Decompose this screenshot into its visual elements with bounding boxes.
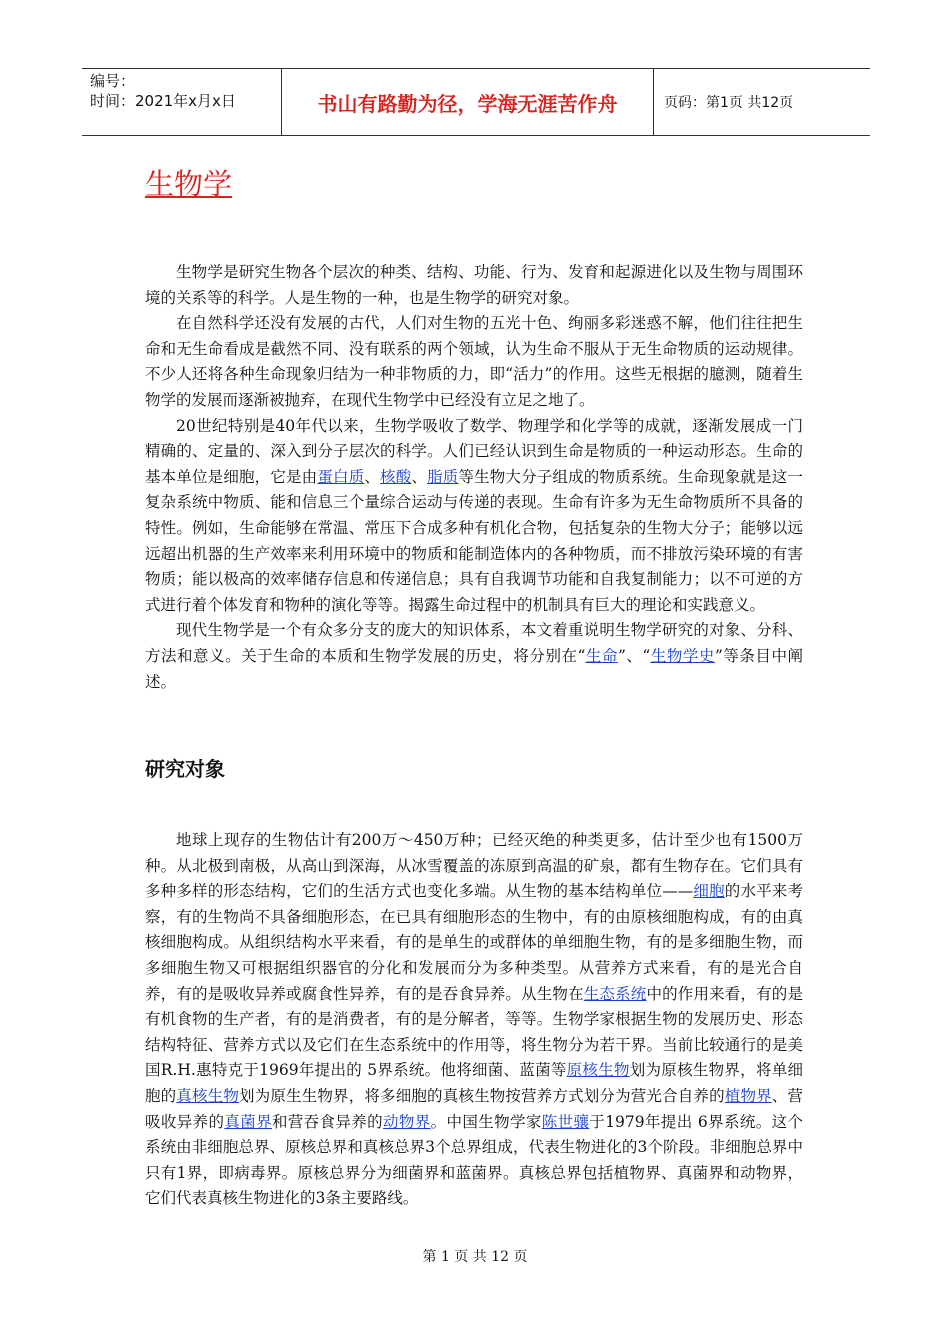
text-run: 地球上现存的生物估计有200万～450万种；已经灭绝的种类更多，估计至少也有1500万种。从北极到南极，从高山到深海，从冰雪覆盖的冻原到高温的矿泉，都有生物存在。它们具有多种多样的形态结构，它们的生活方式也变化多端。从生物的基本结构单位——	[145, 831, 803, 901]
intro-section	[145, 260, 803, 695]
header-motto: 书山有路勤为径，学海无涯苦作舟	[282, 69, 654, 135]
link-plant-kingdom[interactable]: 植物界	[724, 1086, 772, 1105]
link-eukaryote[interactable]: 真核生物	[176, 1086, 240, 1105]
text-run: 于1979年提出 6界系统。这个系统由非细胞总界、原核总界和真核总界3个总界组成，代表生物进化的3个阶段。非细胞总界中只有1界，即病毒界。原核总界分为细菌界和蓝菌界。真核总界包括植物界、真菌界和动物界，它们代表真核生物进化的3条主要路线。	[145, 1112, 803, 1208]
text-run: 、	[411, 467, 428, 486]
text-run: 等生物大分子组成的物质系统。生命现象就是这一复杂系统中物质、能和信息三个量综合运动与传递的表现。生命有许多为无生命物质所不具备的特性。例如，生命能够在常温、常压下合成多种有机化合物，包括复杂的生物大分子；能够以远远超出机器的生产效率来利用环境中的物质和能制造体内的各种物质，而不排放污染环境的有害物质；能以极高的效率储存信息和传递信息；具有自我调节功能和自我复制能力；以不可逆的方式进行着个体发育和物种的演化等等。揭露生命过程中的机制具有巨大的理论和实践意义。	[145, 467, 803, 614]
text-run: 20世纪特别是40年代以来，生物学吸收了数学、物理学和化学等的成就，逐渐发展成一门精确的、定量的、深入到分子层次的科学。人们已经认识到生命是物质的一种运动形态。生命的基本单位是细胞，它是由	[145, 416, 803, 486]
text-run: 和营吞食异养的	[271, 1112, 384, 1131]
text-run: 现代生物学是一个有众多分支的庞大的知识体系，本文着重说明生物学研究的对象、分科、方法和意义。关于生命的本质和生物学发展的历史，将分别在“	[145, 621, 803, 665]
intro-paragraph-1: 生物学是研究生物各个层次的种类、结构、功能、行为、发育和起源进化以及生物与周围环境的关系等的科学。人是生物的一种，也是生物学的研究对象。	[145, 263, 803, 307]
link-ecosystem[interactable]: 生态系统	[583, 984, 647, 1003]
text-run: ”等条目中阐述。	[145, 646, 803, 691]
header-number-label: 编号：	[90, 72, 136, 90]
intro-paragraph-3	[145, 414, 803, 619]
header-time-label: 时间：2021年x月x日	[90, 92, 236, 110]
header-page-label: 页码：第1页 共12页	[664, 95, 794, 111]
page-footer: 第 1 页 共 12 页	[422, 1249, 528, 1265]
link-biology-history[interactable]: 生物学史	[650, 646, 715, 665]
section-heading: 研究对象	[145, 757, 225, 781]
link-lipid[interactable]: 脂质	[427, 467, 459, 486]
intro-paragraph-2: 在自然科学还没有发展的古代，人们对生物的五光十色、绚丽多彩迷惑不解，他们往往把生命和无生命看成是截然不同、没有联系的两个领域，认为生命不服从于无生命物质的运动规律。不少人还将各种生命现象归结为一种非物质的力，即“活力”的作用。这些无根据的臆测，随着生物学的发展而逐渐被抛弃，在现代生物学中已经没有立足之地了。	[145, 314, 803, 409]
text-run: 、	[364, 467, 381, 486]
page-header	[82, 68, 870, 136]
link-chen-shixiang[interactable]: 陈世骧	[541, 1112, 590, 1131]
header-meta	[82, 69, 282, 135]
research-paragraph-1	[145, 828, 803, 1212]
link-life[interactable]: 生命	[585, 646, 618, 665]
text-run: 划为原生生物界，将多细胞的真核生物按营养方式划分为营光合自养的	[239, 1086, 725, 1105]
link-prokaryote[interactable]: 原核生物	[566, 1061, 630, 1080]
text-run: 。中国生物学家	[430, 1112, 542, 1131]
link-cell[interactable]: 细胞	[693, 882, 725, 901]
text-run: 中的作用来看，有的是有机食物的生产者，有的是消费者，有的是分解者，等等。生物学家根据生物的发展历史、形态结构特征、营养方式以及它们在生态系统中的作用等，将生物分为若干界。当前比较通行的是美国R.H.惠特克于1969年提出的 5界系统。他将细菌、蓝菌等	[145, 984, 803, 1080]
page-title: 生物学	[145, 167, 233, 201]
link-nucleic-acid[interactable]: 核酸	[380, 467, 412, 486]
intro-paragraph-4	[145, 618, 803, 695]
link-protein[interactable]: 蛋白质	[317, 467, 365, 486]
link-animal-kingdom[interactable]: 动物界	[383, 1112, 431, 1131]
research-section	[145, 828, 803, 1212]
text-run: 的水平来考察，有的生物尚不具备细胞形态，在已具有细胞形态的生物中，有的由原核细胞构成，有的由真核细胞构成。从组织结构水平来看，有的是单生的或群体的单细胞生物，有的是多细胞生物，而多细胞生物又可根据组织器官的分化和发展而分为多种类型。从营养方式来看，有的是光合自养，有的是吸收异养或腐食性异养，有的是吞食异养。从生物在	[145, 882, 803, 1003]
text-run: 、营吸收异养的	[145, 1086, 803, 1131]
text-run: ”、“	[617, 646, 651, 665]
text-run: 划为原核生物界，将单细胞的	[145, 1061, 803, 1105]
link-fungi-kingdom[interactable]: 真菌界	[224, 1112, 272, 1131]
